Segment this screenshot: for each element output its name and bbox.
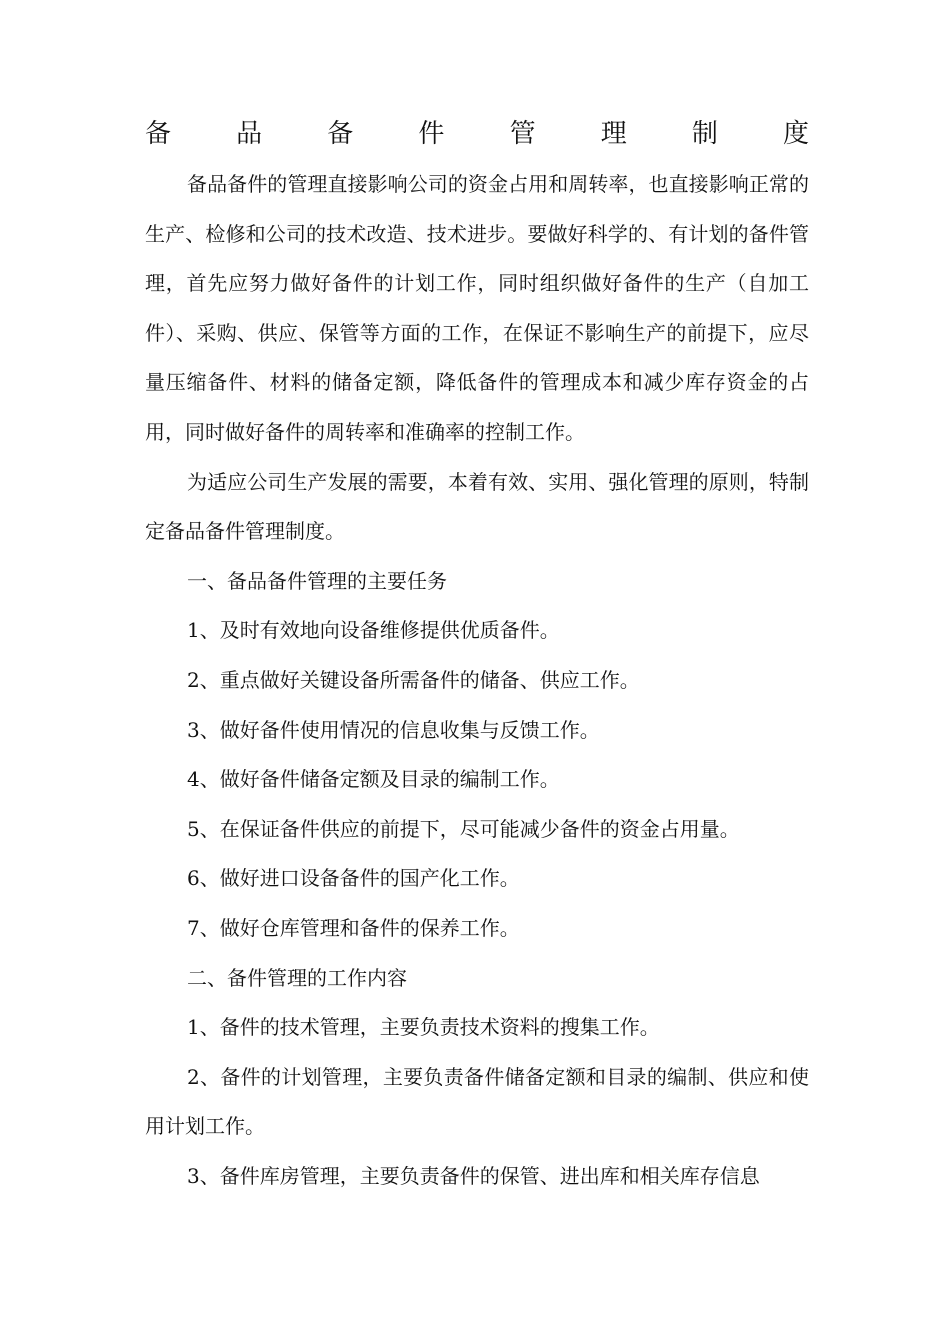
list-item: 2、备件的计划管理，主要负责备件储备定额和目录的编制、供应和使用计划工作。 (145, 1064, 809, 1139)
title-char: 品 (236, 119, 263, 149)
list-item: 5、在保证备件供应的前提下，尽可能减少备件的资金占用量。 (187, 816, 740, 841)
section-heading-2: 二、备件管理的工作内容 (187, 965, 407, 990)
document-title (145, 112, 809, 156)
title-char: 备 (145, 119, 172, 149)
list-item: 1、及时有效地向设备维修提供优质备件。 (187, 618, 560, 643)
list-item: 2、重点做好关键设备所需备件的储备、供应工作。 (187, 667, 640, 692)
document-page (145, 112, 809, 1201)
list-item: 4、做好备件储备定额及目录的编制工作。 (187, 767, 560, 792)
section-heading-1: 一、备品备件管理的主要任务 (187, 568, 447, 593)
title-char: 制 (691, 119, 718, 149)
list-item: 6、做好进口设备备件的国产化工作。 (187, 866, 520, 891)
title-char: 理 (600, 119, 627, 149)
list-item: 1、备件的技术管理，主要负责技术资料的搜集工作。 (187, 1015, 660, 1040)
list-item: 7、做好仓库管理和备件的保养工作。 (187, 915, 520, 940)
list-item: 3、备件库房管理，主要负责备件的保管、进出库和相关库存信息 (187, 1163, 760, 1188)
title-char: 度 (782, 119, 809, 149)
intro-paragraph: 备品备件的管理直接影响公司的资金占用和周转率，也直接影响正常的生产、检修和公司的技术改造、技术进步。要做好科学的、有计划的备件管理，首先应努力做好备件的计划工作，同时组织做好备件的生产（自加工件）、采购、供应、保管等方面的工作，在保证不影响生产的前提下，应尽量压缩备件、材料的储备定额，降低备件的管理成本和减少库存资金的占用，同时做好备件的周转率和准确率的控制工作。 (145, 172, 809, 444)
list-item: 3、做好备件使用情况的信息收集与反馈工作。 (187, 717, 600, 742)
title-char: 管 (509, 119, 536, 149)
purpose-paragraph: 为适应公司生产发展的需要，本着有效、实用、强化管理的原则，特制定备品备件管理制度。 (145, 469, 809, 544)
title-char: 备 (327, 119, 354, 149)
title-char: 件 (418, 119, 445, 149)
